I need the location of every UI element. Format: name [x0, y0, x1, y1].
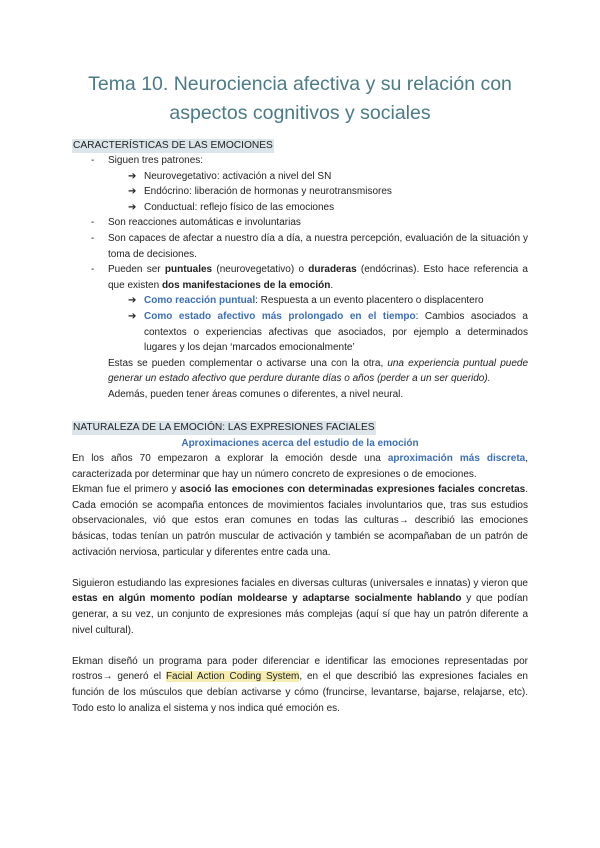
section-heading-naturaleza: NATURALEZA DE LA EMOCIÓN: LAS EXPRESIONES FACIALES: [73, 421, 375, 433]
list-item: - Son capaces de afectar a nuestro día a día, a nuestra percepción, evaluación de la situación y toma de decisiones.: [72, 231, 528, 262]
list-item: - Son reacciones automáticas e involuntarias: [72, 215, 528, 231]
arrow-icon: ➔: [128, 310, 137, 322]
highlighted-term: Facial Action Coding System: [165, 671, 300, 683]
paragraph: Ekman diseñó un programa para poder diferenciar e identificar las emociones representadas por rostros→ generó el Facial Action Coding System, en el que describió las expresiones faciales en función de los músculos que debían activarse y cómo (fruncirse, levantarse, bajarse, relajarse, etc). Todo esto lo analiza el sistema y nos indica qué emoción es.: [72, 655, 528, 714]
document-page: [72, 0, 528, 716]
arrow-icon: ➔: [128, 186, 137, 198]
paragraph: Ekman fue el primero y asoció las emociones con determinadas expresiones faciales concretas. Cada emoción se acompaña entonces de movimientos faciales involuntarios que, tras sus estudios observacionales, vió que estos eran comunes en todas las culturas→ describió las emociones básicas, todas tenían un patrón muscular de activación y también se acompañaban de un patrón de activación nerviosa, particular y diferentes entre cada una.: [72, 484, 528, 558]
list-item: ➔ Conductual: reflejo físico de las emociones: [72, 200, 528, 216]
subheading: Aproximaciones acerca del estudio de la emoción: [181, 437, 419, 449]
list-item: - Siguen tres patrones:: [72, 153, 528, 169]
section-heading-caracteristicas: CARACTERÍSTICAS DE LAS EMOCIONES: [73, 140, 273, 151]
page-title: Tema 10. Neurociencia afectiva y su relación con aspectos cognitivos y sociales: [88, 73, 512, 124]
list-item: ➔ Neurovegetativo: activación a nivel del SN: [72, 169, 528, 185]
paragraph: Además, pueden tener áreas comunes o diferentes, a nivel neural.: [108, 388, 404, 400]
list-item: ➔ Como reacción puntual: Respuesta a un evento placentero o displacentero: [72, 293, 528, 309]
list-item: ➔ Como estado afectivo más prolongado en el tiempo: Cambios asociados a contextos o experiencias afectivas que asociados, por ejemplo a determinados lugares y los dejan ‘marcados emocionalmente’: [128, 310, 528, 354]
paragraph: Estas se pueden complementar o activarse una con la otra, una experiencia puntual puede generar un estado afectivo que perdure durante días o años (perder a un ser querido).: [108, 357, 529, 385]
paragraph: Siguieron estudiando las expresiones faciales en diversas culturas (universales e innatas) y vieron que estas en algún momento podían moldearse y adaptarse socialmente hablando y que podían generar, a su vez, un conjunto de expresiones más complejas (aquí sí que hay un patrón diferente a nivel cultural).: [72, 577, 528, 636]
paragraph: En los años 70 empezaron a explorar la emoción desde una aproximación más discreta, caracterizada por determinar que hay un número concreto de expresiones o de emociones.: [72, 453, 528, 480]
list-item: - Pueden ser puntuales (neurovegetativo) o duraderas (endócrinas). Esto hace referencia a que existen dos manifestaciones de la emoción.: [72, 262, 528, 293]
arrow-icon: ➔: [128, 295, 137, 307]
arrow-icon: ➔: [128, 170, 137, 182]
list-item: ➔ Endócrino: liberación de hormonas y neurotransmisores: [72, 184, 528, 200]
arrow-icon: ➔: [128, 201, 137, 213]
